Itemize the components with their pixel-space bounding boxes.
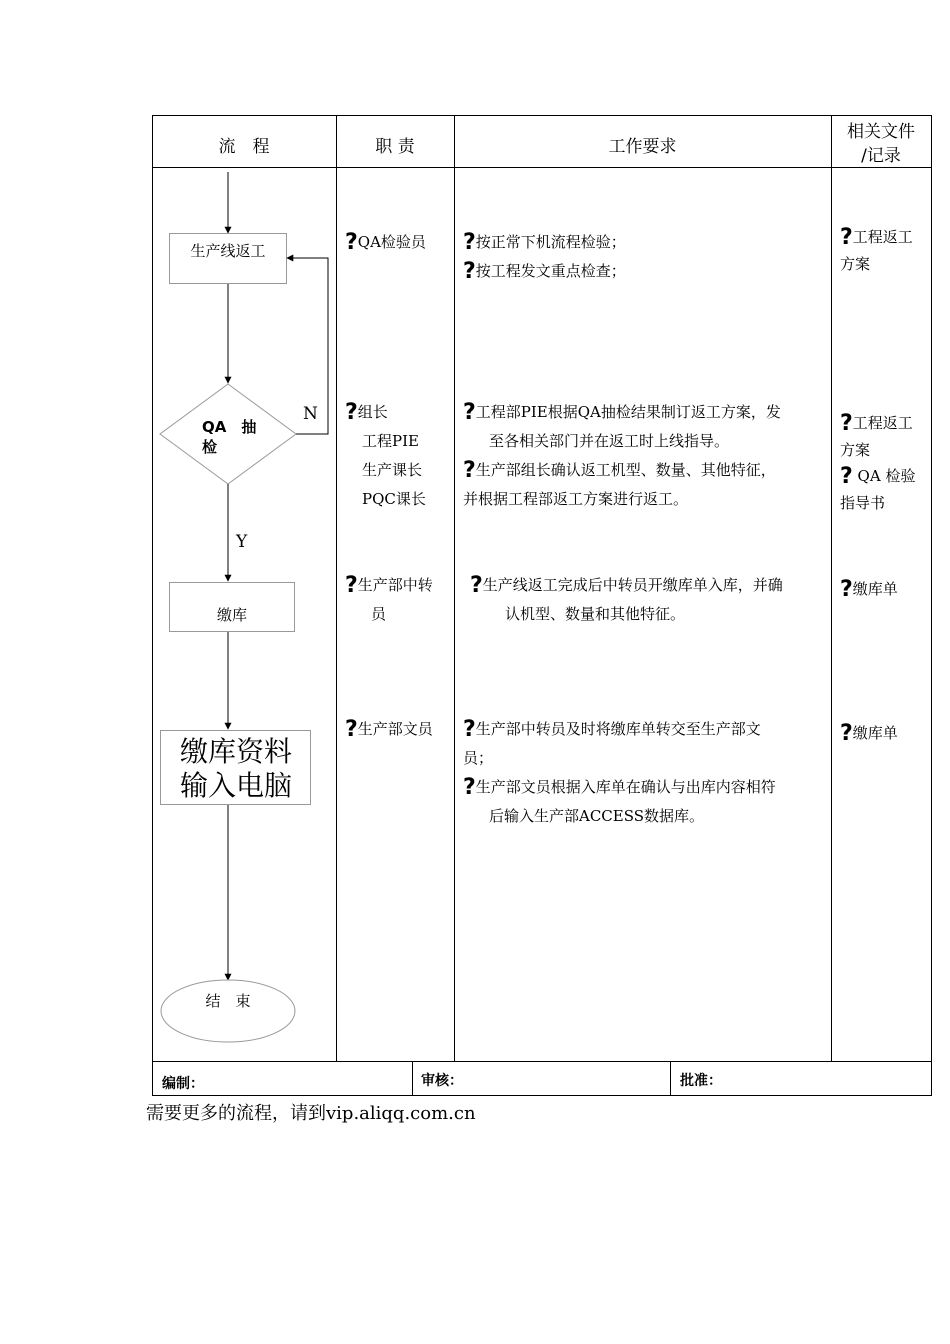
row3-requirements <box>470 571 783 629</box>
flow-decision-line2: 检 <box>202 438 218 456</box>
req-line: 工程部PIE根据QA抽检结果制订返工方案，发 <box>475 403 781 421</box>
row3-documents <box>840 575 898 604</box>
row2-role <box>345 398 426 514</box>
bullet-icon: ? <box>840 464 853 489</box>
flow-step-input-line2: 输入电脑 <box>179 769 292 802</box>
bullet-icon: ? <box>840 225 853 250</box>
row1-documents <box>840 224 913 277</box>
footer-reviewed: 审核： <box>421 1073 463 1089</box>
header-documents-line1: 相关文件 <box>847 122 915 142</box>
doc-line: 工程返工 <box>852 414 913 432</box>
footer-approved: 批准： <box>680 1073 722 1089</box>
doc-line: 指导书 <box>840 494 886 512</box>
role-line: 工程PIE <box>362 432 419 450</box>
req-line: 生产部组长确认返工机型、数量、其他特征， <box>475 461 776 479</box>
bullet-icon: ? <box>463 458 476 483</box>
doc-line: 缴库单 <box>852 580 898 598</box>
header-responsibility: 职 责 <box>375 137 415 157</box>
req-line: 员； <box>463 749 494 767</box>
flow-step-input <box>161 735 311 803</box>
flow-step-rework: 生产线返工 <box>190 242 266 260</box>
bullet-icon: ? <box>470 573 483 598</box>
req-line: 后输入生产部ACCESS数据库。 <box>489 807 705 825</box>
bullet-icon: ? <box>463 400 476 425</box>
bullet-icon: ? <box>463 230 476 255</box>
row1-requirements <box>463 228 626 286</box>
req-line: 认机型、数量和其他特征。 <box>505 605 686 623</box>
bullet-icon: ? <box>840 721 853 746</box>
role-line: 组长 <box>357 403 388 421</box>
row2-requirements <box>463 398 781 514</box>
req-line: 生产部中转员及时将缴库单转交至生产部文 <box>475 720 761 738</box>
row4-documents <box>840 719 898 748</box>
bullet-icon: ? <box>463 259 476 284</box>
doc-line: QA 检验 <box>857 467 916 485</box>
flow-decision-label <box>202 417 256 457</box>
req-line: 并根据工程部返工方案进行返工。 <box>463 490 689 508</box>
role-line: QA检验员 <box>357 233 426 251</box>
role-line: 生产部文员 <box>357 720 433 738</box>
doc-line: 缴库单 <box>852 724 898 742</box>
flow-decision-line1: QA 抽 <box>202 418 257 436</box>
req-line: 生产线返工完成后中转员开缴库单入库，并确 <box>482 576 783 594</box>
footer-prepared: 编制： <box>162 1076 204 1092</box>
header-documents <box>831 120 931 168</box>
role-line: 生产课长 <box>362 461 423 479</box>
bullet-icon: ? <box>840 411 853 436</box>
flow-step-input-line1: 缴库资料 <box>179 735 292 768</box>
row3-role <box>345 571 433 629</box>
role-line: 生产部中转 <box>357 576 433 594</box>
req-line: 按工程发文重点检查； <box>475 262 626 280</box>
header-documents-line2: /记录 <box>861 146 901 166</box>
row1-role <box>345 228 426 257</box>
bullet-icon: ? <box>840 577 853 602</box>
row2-documents <box>840 410 915 516</box>
header-process: 流 程 <box>218 137 270 157</box>
flow-label-yes: Y <box>236 532 248 552</box>
bullet-icon: ? <box>345 230 358 255</box>
bullet-icon: ? <box>463 775 476 800</box>
flow-end: 结 束 <box>205 992 251 1010</box>
bullet-icon: ? <box>463 717 476 742</box>
flow-label-no: N <box>303 404 318 424</box>
flow-step-submit: 缴库 <box>216 606 247 624</box>
bullet-icon: ? <box>345 400 358 425</box>
role-line: 员 <box>371 605 387 623</box>
doc-line: 方案 <box>840 255 871 273</box>
req-line: 生产部文员根据入库单在确认与出库内容相符 <box>475 778 776 796</box>
req-line: 按正常下机流程检验； <box>475 233 626 251</box>
row4-requirements <box>463 715 776 831</box>
header-requirements: 工作要求 <box>608 137 677 157</box>
doc-line: 工程返工 <box>852 228 913 246</box>
req-line: 至各相关部门并在返工时上线指导。 <box>489 432 730 450</box>
row4-role <box>345 715 433 744</box>
footer-note: 需要更多的流程，请到vip.aliqq.com.cn <box>146 1103 476 1124</box>
bullet-icon: ? <box>345 573 358 598</box>
bullet-icon: ? <box>345 717 358 742</box>
doc-line: 方案 <box>840 441 871 459</box>
role-line: PQC课长 <box>362 490 426 508</box>
